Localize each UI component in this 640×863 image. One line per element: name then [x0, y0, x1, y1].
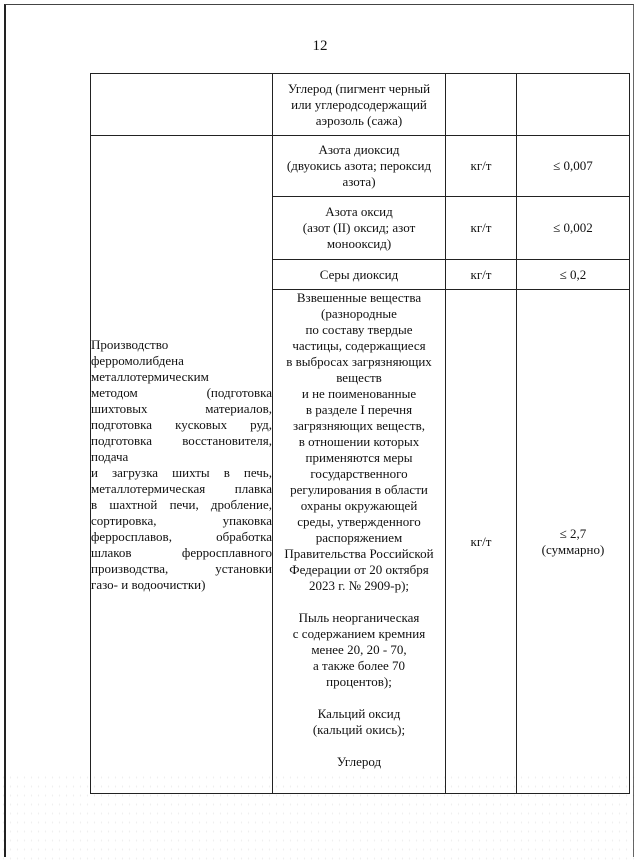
substance-cell: Серы диоксид — [273, 260, 446, 290]
page-number: 12 — [312, 38, 328, 54]
substance-cell: Азота диоксид (двуокись азота; пероксид азота) — [273, 136, 446, 197]
process-description-cell: Производство ферромолибдена металлотермическим методом (подготовка шихтовых материалов, подготовка кусковых руд, подготовка восстановителя, подача и загрузка шихты в печь, металлотермическая плавка в шахтной печи, дробление, сортировка, упаковка ферросплавов, обработка шлаков ферросплавного производства, установки газо- и водоочистки) — [91, 136, 273, 794]
substance-paragraph: Взвешенные вещества (разнородные по составу твердые частицы, содержащиеся в выбросах загрязняющих веществ и не поименованные в разделе I перечня загрязняющих веществ, в отношении которых применяются меры государственного регулирования в области охраны окружающей среды, утвержденного распоряжением Правительства Российской Федерации от 20 октября 2023 г. № 2909-р); — [284, 290, 434, 593]
value-cell: ≤ 0,2 — [517, 260, 630, 290]
table-row — [91, 136, 630, 197]
substance-paragraph: Кальций оксид (кальций окись); — [312, 706, 406, 737]
substance-list-cell — [273, 290, 446, 794]
unit-cell — [446, 74, 517, 136]
value-cell: ≤ 2,7 (суммарно) — [517, 290, 630, 794]
substance-paragraph: Пыль неорганическая с содержанием кремния менее 20, 20 - 70, а также более 70 процентов); — [292, 610, 426, 689]
emissions-table — [90, 73, 630, 794]
unit-cell: кг/т — [446, 290, 517, 794]
unit-cell: кг/т — [446, 260, 517, 290]
substance-cell: Азота оксид (азот (II) оксид; азот монооксид) — [273, 197, 446, 260]
value-cell: ≤ 0,007 — [517, 136, 630, 197]
table-row — [91, 74, 630, 136]
value-cell — [517, 74, 630, 136]
unit-cell: кг/т — [446, 136, 517, 197]
substance-paragraph: Углерод — [336, 754, 382, 769]
process-cell-empty — [91, 74, 273, 136]
substance-cell: Углерод (пигмент черный или углеродсодержащий аэрозоль (сажа) — [273, 74, 446, 136]
value-cell: ≤ 0,002 — [517, 197, 630, 260]
unit-cell: кг/т — [446, 197, 517, 260]
